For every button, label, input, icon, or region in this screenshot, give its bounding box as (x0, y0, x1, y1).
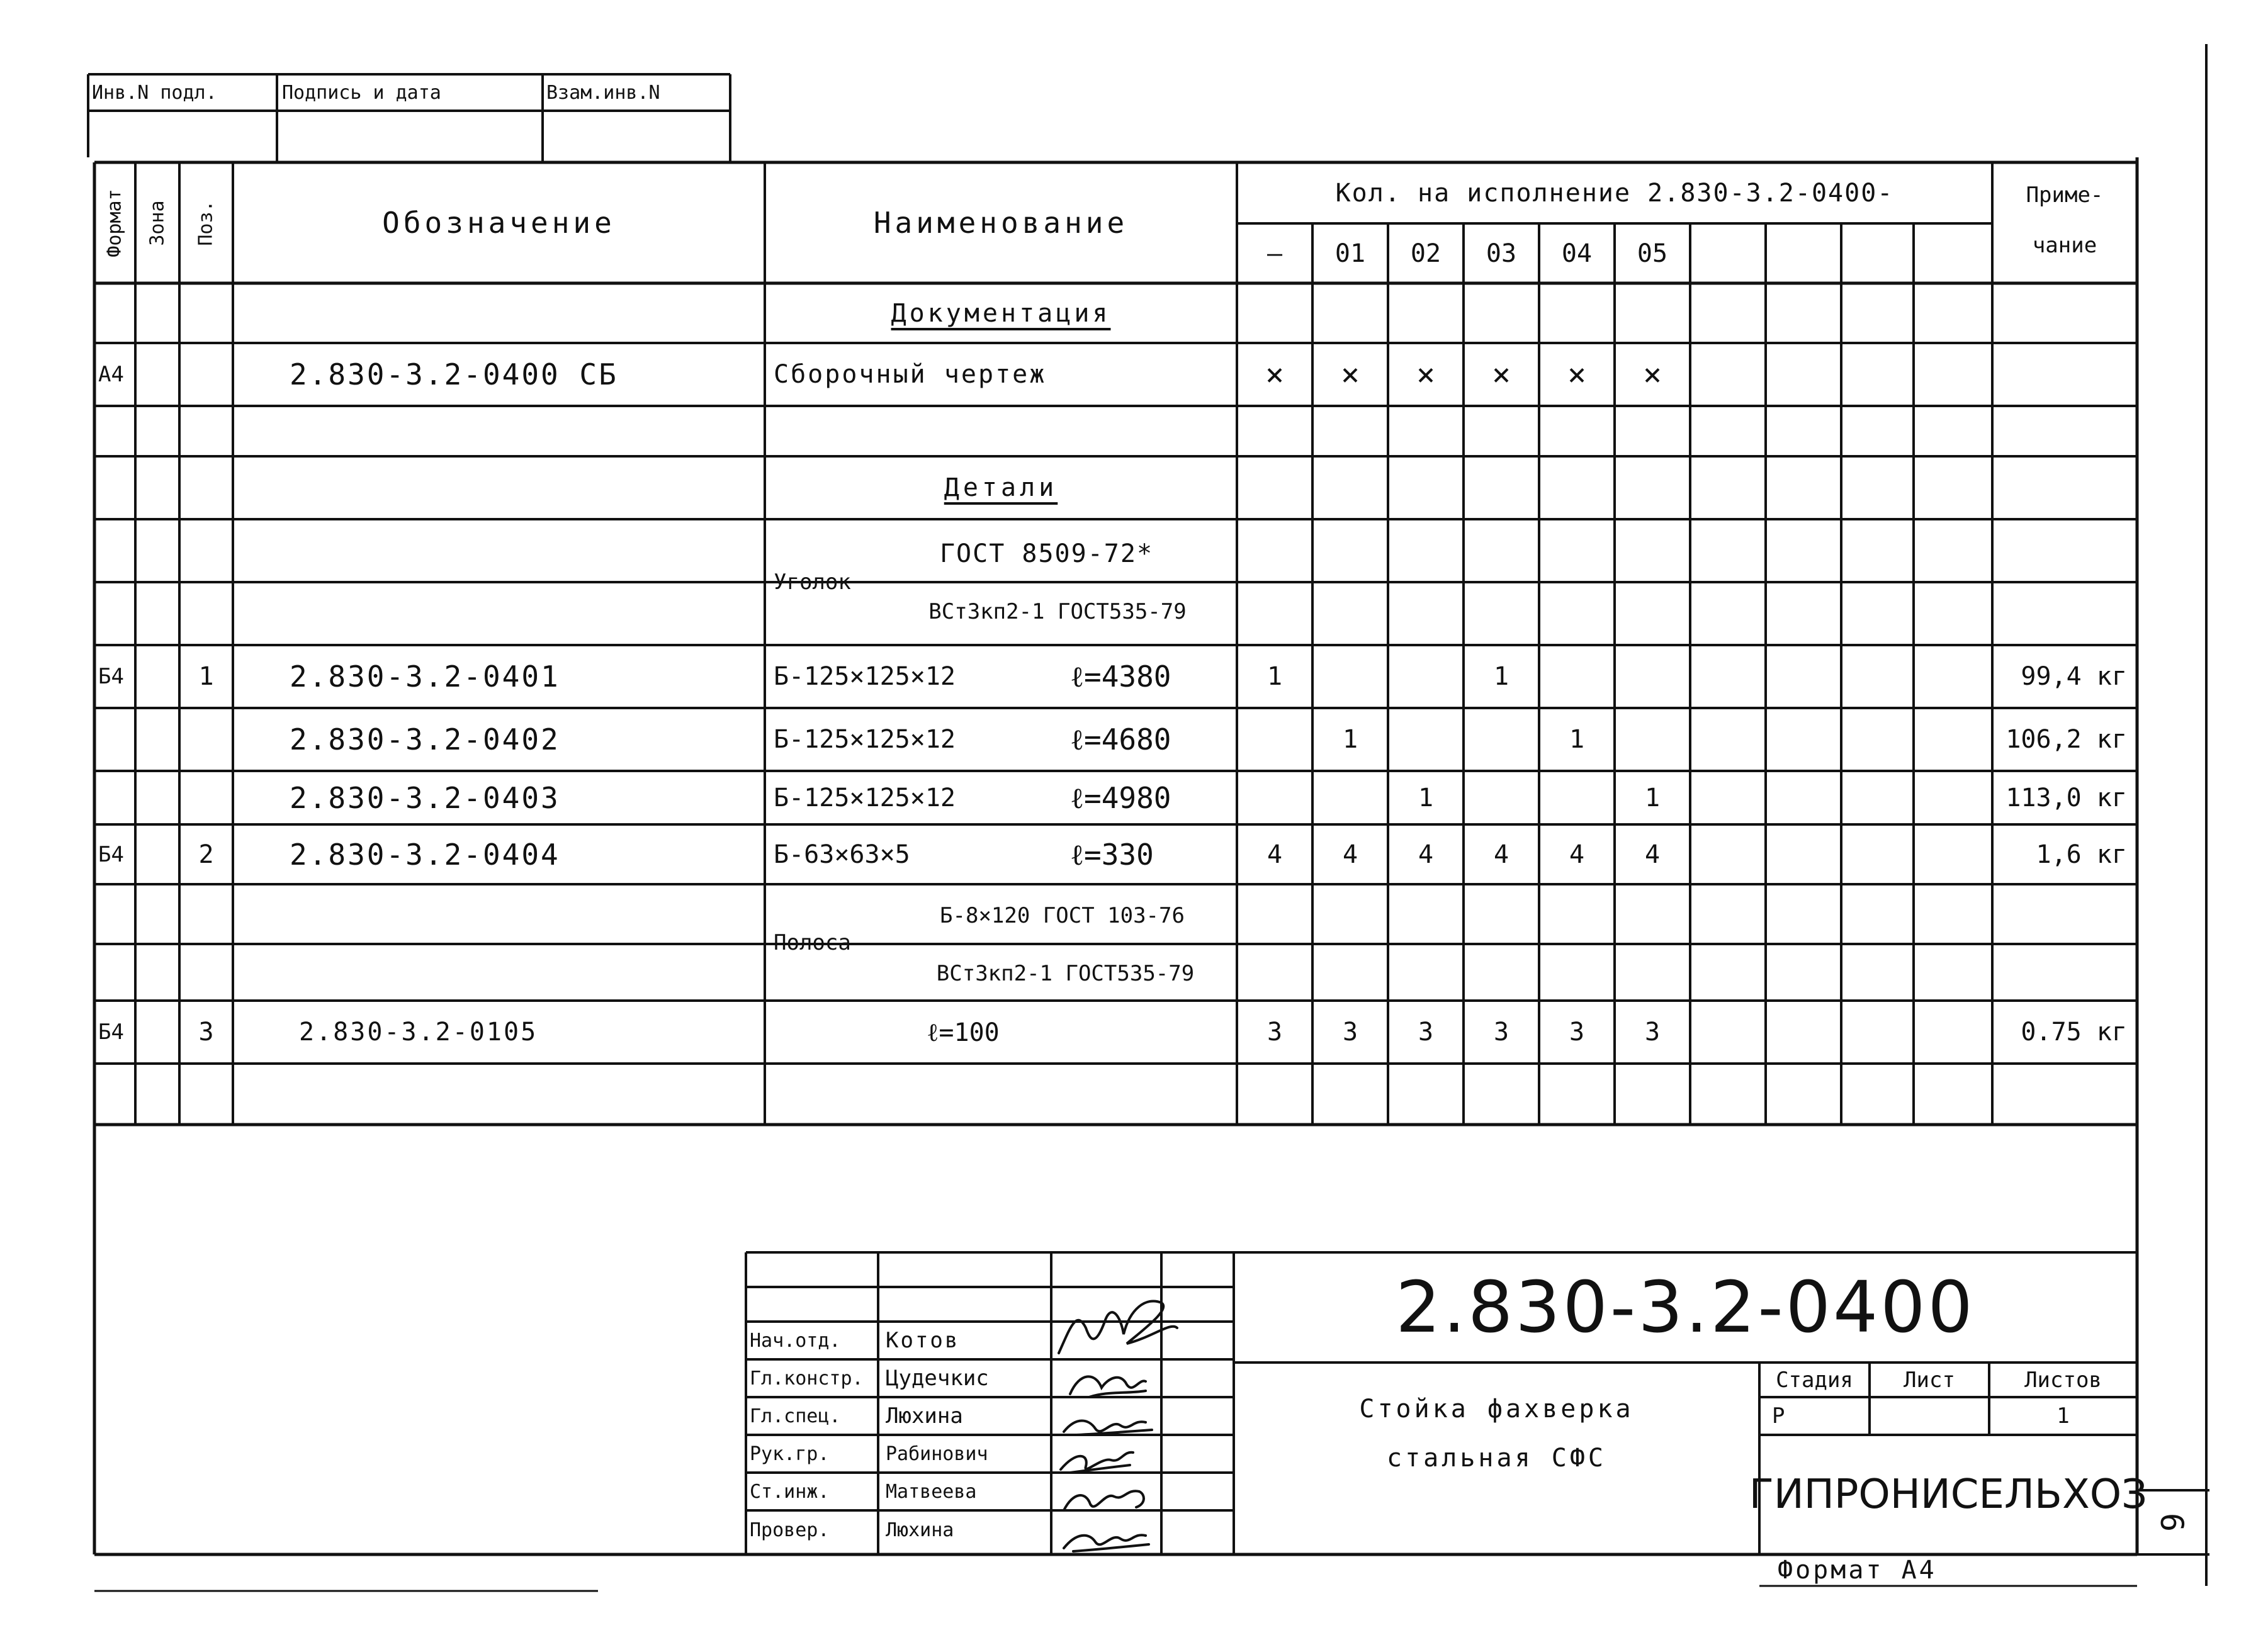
row-qty (1388, 645, 1464, 708)
signer-name: Матвеева (886, 1480, 977, 1503)
note-header-line2: чание (2032, 233, 2097, 258)
row-pos (179, 708, 233, 771)
row-note: 0.75 кг (2021, 1018, 2127, 1047)
doc-row-designation: 2.830-3.2-0400 СБ (290, 357, 618, 391)
row-designation: 2.830-3.2-0401 (290, 660, 560, 694)
row-length: ℓ=4980 (1070, 780, 1171, 815)
section-documentation: Документация (891, 298, 1111, 328)
row-qty (1615, 645, 1690, 708)
row-qty (1237, 708, 1312, 771)
sheets-value: 1 (2056, 1403, 2070, 1429)
row-pos (179, 771, 233, 824)
row-qty: 3 (1267, 1018, 1283, 1047)
note-header-line1: Приме- (2026, 183, 2104, 208)
stage-label: Стадия (1776, 1367, 1853, 1393)
row-format (94, 771, 135, 824)
row-pos: 3 (198, 1018, 214, 1047)
row-qty: 3 (1418, 1018, 1434, 1047)
drawing-title (1234, 1385, 1759, 1483)
handwritten-signatures (1051, 1284, 1240, 1554)
variant-header: 05 (1637, 239, 1668, 268)
name-header: Наименование (873, 206, 1129, 240)
signer-role: Гл.спец. (750, 1405, 841, 1427)
row-qty: 1 (1267, 662, 1283, 691)
row-qty: 1 (1342, 725, 1358, 754)
signature-date-label: Подпись и дата (282, 81, 441, 104)
row-length: ℓ=4380 (1070, 660, 1171, 694)
strip-label: Полоса (774, 930, 851, 955)
row-qty: 3 (1342, 1018, 1358, 1047)
variant-header: 04 (1561, 239, 1593, 268)
row-qty: 1 (1569, 725, 1585, 754)
doc-row-mark: × (1340, 356, 1360, 393)
row-qty (1464, 771, 1539, 824)
stage-value: Р (1772, 1403, 1785, 1429)
doc-row-name: Сборочный чертеж (774, 360, 1047, 389)
section-details: Детали (944, 473, 1058, 502)
zone-header: Зона (146, 199, 169, 246)
row-note: 99,4 кг (2021, 662, 2127, 691)
row-note: 1,6 кг (2036, 840, 2127, 869)
row-pos: 2 (198, 840, 214, 869)
drawing-title-line2: стальная СФС (1387, 1444, 1606, 1473)
signer-role: Нач.отд. (750, 1329, 841, 1352)
row-length: ℓ=330 (1070, 837, 1154, 872)
signer-name: Люхина (886, 1403, 963, 1429)
signer-role: Провер. (750, 1519, 830, 1541)
doc-row-format: А4 (98, 362, 124, 387)
page-number (2137, 1490, 2206, 1554)
doc-row-mark: × (1642, 356, 1662, 393)
row-designation: 2.830-3.2-0402 (290, 722, 560, 756)
variant-header: 03 (1486, 239, 1517, 268)
row-qty: 4 (1493, 840, 1509, 869)
row-qty: 3 (1493, 1018, 1509, 1047)
replaced-inv-label: Взам.инв.N (546, 81, 660, 104)
row-format (94, 708, 135, 771)
signer-name: Котов (886, 1328, 960, 1353)
row-name: Б-125×125×12 (774, 725, 956, 754)
row-qty: 1 (1644, 783, 1661, 812)
pos-header: Поз. (195, 199, 217, 246)
row-note: 113,0 кг (2006, 783, 2127, 812)
signer-name: Рабинович (886, 1442, 988, 1465)
row-designation: 2.830-3.2-0403 (290, 780, 560, 815)
row-qty (1539, 771, 1615, 824)
row-qty: 4 (1267, 840, 1283, 869)
qty-header: Кол. на исполнение 2.830-3.2-0400- (1335, 178, 1894, 208)
organization-name: ГИПРОНИСЕЛЬХОЗ (1749, 1471, 2148, 1518)
variant-header: 01 (1334, 239, 1366, 268)
row-qty (1312, 645, 1388, 708)
signer-name: Люхина (886, 1519, 954, 1541)
signer-role: Рук.гр. (750, 1442, 830, 1465)
row-designation: 2.830-3.2-0105 (299, 1018, 538, 1047)
row-qty (1464, 708, 1539, 771)
doc-row-mark: × (1491, 356, 1511, 393)
inv-no-label: Инв.N подл. (92, 81, 217, 104)
signer-role: Ст.инж. (750, 1480, 830, 1503)
strip-denominator: ВСт3кп2-1 ГОСТ535-79 (936, 961, 1195, 986)
row-pos: 1 (198, 662, 214, 691)
row-format: Б4 (98, 664, 124, 689)
row-length: ℓ=4680 (1070, 722, 1171, 756)
format-label: Формат А4 (1778, 1556, 1937, 1585)
angle-denominator: ВСт3кп2-1 ГОСТ535-79 (928, 599, 1187, 624)
row-qty: 4 (1418, 840, 1434, 869)
row-note: 106,2 кг (2006, 725, 2127, 754)
row-qty (1237, 771, 1312, 824)
row-qty: 3 (1644, 1018, 1661, 1047)
doc-row-mark: × (1265, 356, 1285, 393)
row-qty: 1 (1418, 783, 1434, 812)
doc-row-mark: × (1567, 356, 1587, 393)
signature-lyukhina-1 (1064, 1421, 1152, 1436)
signature-lyukhina-2 (1064, 1535, 1149, 1551)
signature-tsudechkis (1070, 1376, 1146, 1397)
doc-row-mark: × (1416, 356, 1436, 393)
signature-rabinovich (1061, 1452, 1133, 1473)
signer-role: Гл.констр. (750, 1367, 864, 1390)
row-name: Б-125×125×12 (774, 662, 956, 691)
row-qty (1615, 708, 1690, 771)
variant-header: 02 (1410, 239, 1441, 268)
document-number: 2.830-3.2-0400 (1396, 1266, 1975, 1349)
format-header: Формат (104, 188, 126, 257)
variant-header: — (1267, 239, 1283, 268)
row-qty (1388, 708, 1464, 771)
angle-numerator: ГОСТ 8509-72* (939, 539, 1154, 568)
page-number-text: 6 (2153, 1512, 2190, 1532)
row-qty: 4 (1569, 840, 1585, 869)
drawing-title-line1: Стойка фахверка (1359, 1395, 1634, 1424)
sheets-label: Листов (2024, 1367, 2102, 1393)
row-qty: 4 (1342, 840, 1358, 869)
signer-name: Цудечкис (886, 1366, 989, 1391)
row-qty: 3 (1569, 1018, 1585, 1047)
note-header (1992, 170, 2137, 277)
row-name: ℓ=100 (927, 1018, 1000, 1047)
row-designation: 2.830-3.2-0404 (290, 837, 560, 872)
row-qty: 1 (1493, 662, 1509, 691)
signature-kotov (1059, 1301, 1177, 1353)
row-format: Б4 (98, 1020, 124, 1045)
row-qty: 4 (1644, 840, 1661, 869)
sheet-value (1870, 1397, 1989, 1435)
row-name: Б-63×63×5 (774, 840, 910, 869)
angle-label: Уголок (774, 570, 851, 595)
row-qty (1539, 645, 1615, 708)
row-format: Б4 (98, 841, 124, 867)
row-qty (1312, 771, 1388, 824)
strip-numerator: Б-8×120 ГОСТ 103-76 (940, 903, 1185, 928)
row-name: Б-125×125×12 (774, 783, 956, 812)
sheet-label: Лист (1904, 1367, 1955, 1393)
designation-header: Обозначение (382, 206, 616, 240)
signature-matveeva (1064, 1491, 1144, 1510)
